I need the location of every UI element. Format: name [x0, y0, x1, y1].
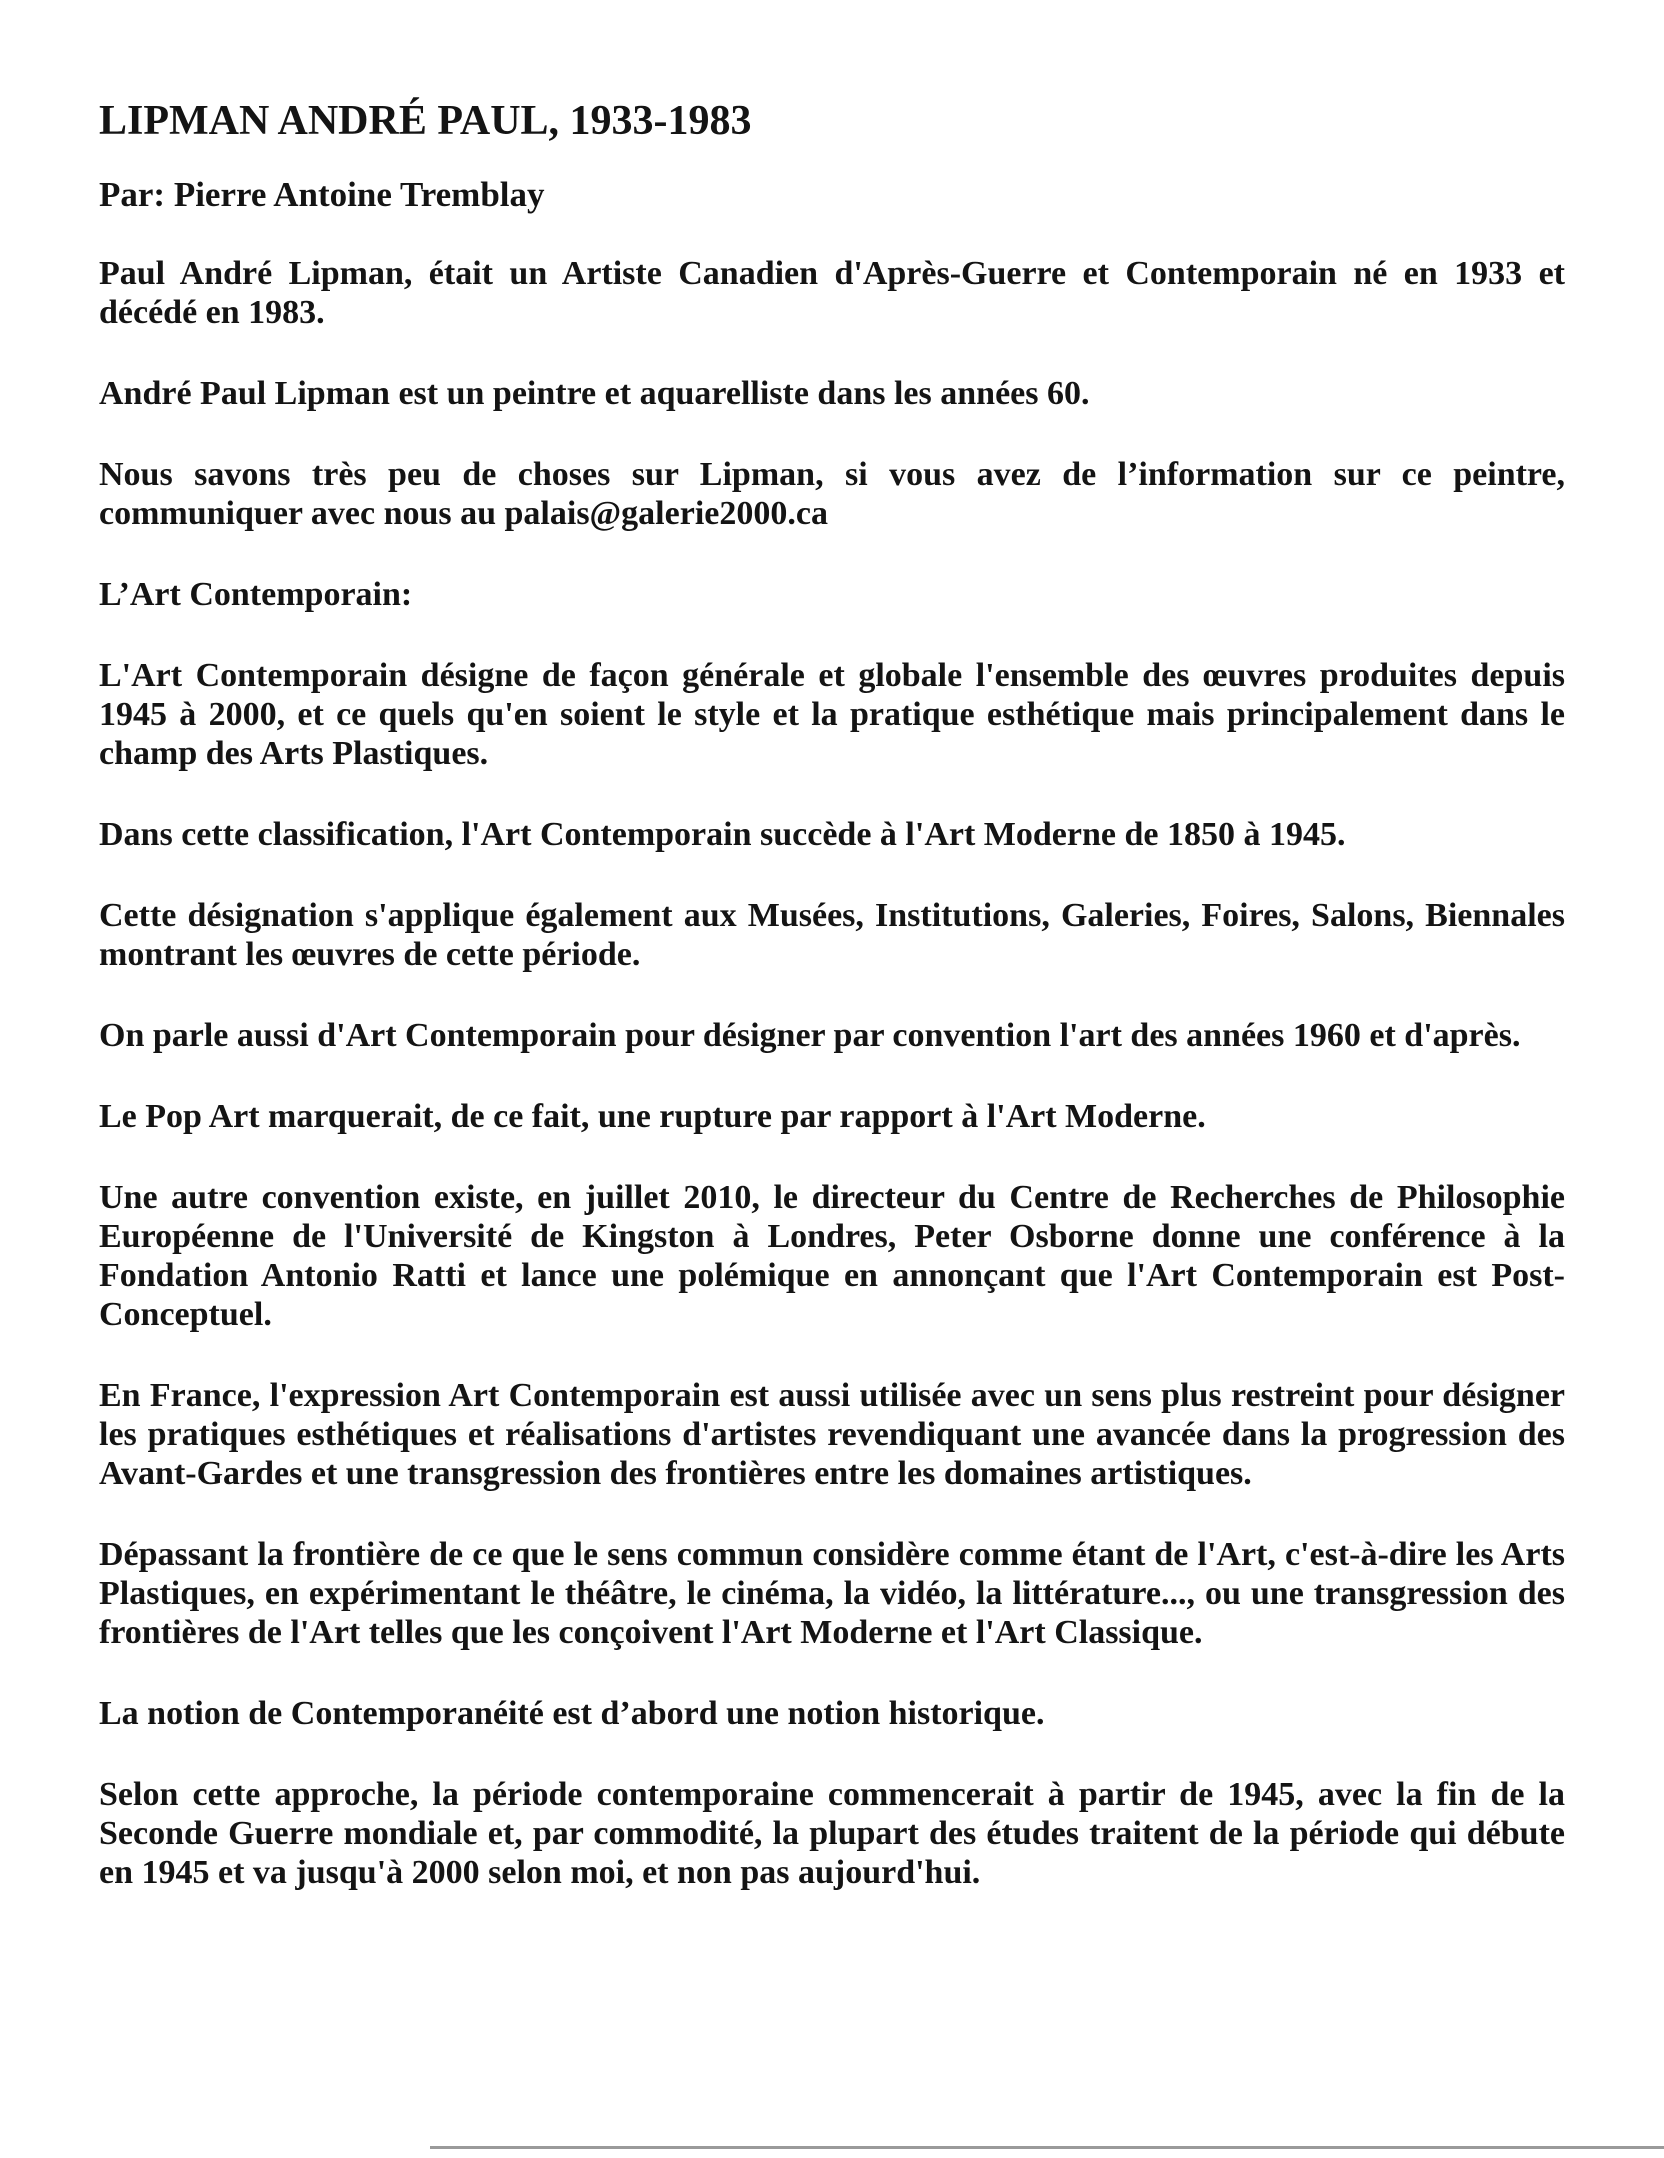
paragraph-notion: La notion de Contemporanéité est d’abord une notion historique.	[99, 1695, 1045, 1733]
author-line: Par: Pierre Antoine Tremblay	[99, 175, 545, 215]
footer-divider	[430, 2146, 1664, 2149]
paragraph-depassant: Dépassant la frontière de ce que le sens commun considère comme étant de l'Art, c'est-à-dire les Arts Plastiques, en expérimentant le théâtre, le cinéma, la vidéo, la littérature..., ou une transgression des frontières de l'Art telles que les conçoivent l'Art Moderne et l'Art Classique.	[99, 1536, 1565, 1652]
paragraph-convention: On parle aussi d'Art Contemporain pour désigner par convention l'art des années 1960 et d'après.	[99, 1017, 1521, 1055]
document-page	[99, 96, 1565, 1934]
document-title: LIPMAN ANDRÉ PAUL, 1933-1983	[99, 98, 752, 144]
paragraph-intro: Paul André Lipman, était un Artiste Canadien d'Après-Guerre et Contemporain né en 1933 et décédé en 1983.	[99, 255, 1565, 332]
section-heading-art-contemporain: L’Art Contemporain:	[99, 576, 413, 614]
paragraph-contact: Nous savons très peu de choses sur Lipman, si vous avez de l’information sur ce peintre, communiquer avec nous au palais@galerie2000.ca	[99, 456, 1565, 533]
paragraph-approche: Selon cette approche, la période contemporaine commencerait à partir de 1945, avec la fin de la Seconde Guerre mondiale et, par commodité, la plupart des études traitent de la période qui débute en 1945 et va jusqu'à 2000 selon moi, et non pas aujourd'hui.	[99, 1776, 1565, 1892]
paragraph-pop-art: Le Pop Art marquerait, de ce fait, une rupture par rapport à l'Art Moderne.	[99, 1098, 1206, 1136]
paragraph-classification: Dans cette classification, l'Art Contemporain succède à l'Art Moderne de 1850 à 1945.	[99, 816, 1346, 854]
paragraph-france: En France, l'expression Art Contemporain est aussi utilisée avec un sens plus restreint pour désigner les pratiques esthétiques et réalisations d'artistes revendiquant une avancée dans la progression des Avant-Gardes et une transgression des frontières entre les domaines artistiques.	[99, 1377, 1565, 1493]
paragraph-designation: Cette désignation s'applique également aux Musées, Institutions, Galeries, Foires, Salons, Biennales montrant les œuvres de cette période.	[99, 897, 1565, 974]
paragraph-osborne: Une autre convention existe, en juillet 2010, le directeur du Centre de Recherches de Philosophie Européenne de l'Université de Kingston à Londres, Peter Osborne donne une conférence à la Fondation Antonio Ratti et lance une polémique en annonçant que l'Art Contemporain est Post-Conceptuel.	[99, 1179, 1565, 1334]
paragraph-definition: L'Art Contemporain désigne de façon générale et globale l'ensemble des œuvres produites depuis 1945 à 2000, et ce quels qu'en soient le style et la pratique esthétique mais principalement dans le champ des Arts Plastiques.	[99, 657, 1565, 773]
paragraph-painter: André Paul Lipman est un peintre et aquarelliste dans les années 60.	[99, 375, 1090, 413]
